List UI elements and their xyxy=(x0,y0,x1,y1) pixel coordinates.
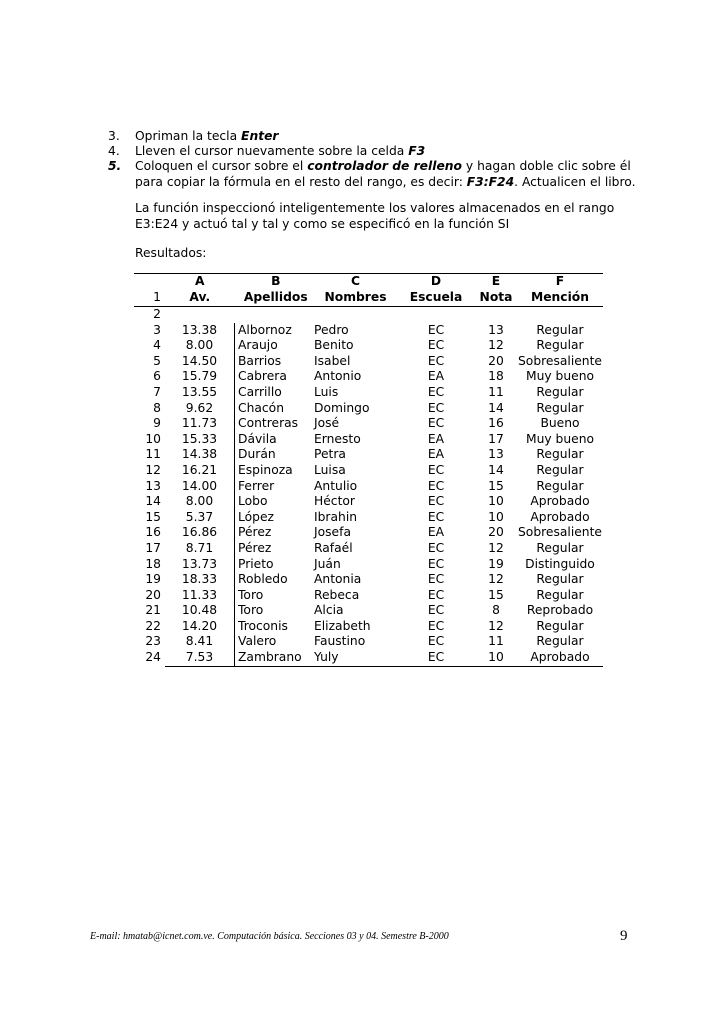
mencion-cell: Sobresaliente xyxy=(517,525,602,540)
row-number: 5 xyxy=(153,353,161,368)
mencion-cell: Distinguido xyxy=(525,556,595,571)
row-number: 22 xyxy=(145,618,161,633)
escuela-cell: EC xyxy=(427,384,445,399)
escuela-cell: EC xyxy=(427,353,445,368)
nombre-cell: Luisa xyxy=(314,462,346,477)
page-footer: E-mail: hmatab@icnet.com.ve. Computación básica. Secciones 03 y 04. Semestre B-2000 xyxy=(90,931,449,942)
nota-cell: 20 xyxy=(488,525,504,540)
av-cell: 8.71 xyxy=(185,540,214,555)
mencion-cell: Regular xyxy=(536,618,584,633)
mencion-cell: Muy bueno xyxy=(525,369,595,384)
mencion-cell: Regular xyxy=(536,462,584,477)
table-row xyxy=(134,494,603,510)
nombre-cell: Héctor xyxy=(314,494,355,509)
nombre-cell: Alcia xyxy=(314,603,344,618)
mencion-cell: Aprobado xyxy=(530,509,590,524)
nota-cell: 12 xyxy=(488,572,504,587)
apellido-cell: Carrillo xyxy=(235,385,315,401)
apellido-cell: Araujo xyxy=(235,338,315,354)
table-row xyxy=(134,463,603,479)
escuela-cell: EC xyxy=(427,634,445,649)
mencion-cell: Bueno xyxy=(540,416,580,431)
table-row xyxy=(134,557,603,573)
row-number: 1 xyxy=(134,290,165,307)
escuela-cell: EC xyxy=(427,322,445,337)
mencion-cell: Regular xyxy=(536,634,584,649)
nombre-cell: Yuly xyxy=(314,650,397,666)
header-cell: Av. xyxy=(165,290,235,307)
nota-cell: 13 xyxy=(488,447,504,462)
mencion-cell: Regular xyxy=(536,540,584,555)
mencion-cell: Regular xyxy=(536,400,584,415)
step-text-part: Lleven el cursor nuevamente sobre la celda xyxy=(135,144,409,158)
nombre-cell: Ibrahin xyxy=(314,509,358,524)
mencion-cell: Regular xyxy=(536,322,584,337)
nombre-cell: Ernesto xyxy=(314,431,361,446)
explanation-line-1: La función inspeccionó inteligentemente los valores almacenados en el rango xyxy=(135,201,615,215)
av-cell: 9.62 xyxy=(185,400,214,415)
nombre-cell: Pedro xyxy=(314,322,349,337)
apellido-cell: Zambrano xyxy=(235,650,315,666)
av-cell: 8.00 xyxy=(185,494,214,509)
escuela-cell: EC xyxy=(427,603,445,618)
table-row xyxy=(134,432,603,448)
av-cell: 11.73 xyxy=(181,416,218,431)
escuela-cell: EA xyxy=(427,447,445,462)
header-row xyxy=(134,290,603,307)
apellido-cell: Contreras xyxy=(235,416,315,432)
escuela-cell: EC xyxy=(427,400,445,415)
apellido-cell: Barrios xyxy=(235,354,315,370)
nota-cell: 19 xyxy=(488,556,504,571)
escuela-cell: EC xyxy=(427,572,445,587)
emphasis-text: controlador de relleno xyxy=(307,159,462,173)
mencion-cell: Reprobado xyxy=(526,603,594,618)
apellido-cell: Toro xyxy=(235,603,315,619)
header-cell: Apellidos xyxy=(235,290,315,307)
step-number: 5. xyxy=(108,159,122,173)
row-number: 8 xyxy=(153,400,161,415)
emphasis-text: F3:F24 xyxy=(466,175,515,189)
nota-cell: 11 xyxy=(488,384,504,399)
nombre-cell: Domingo xyxy=(314,400,370,415)
step-text xyxy=(135,158,631,174)
nota-cell: 18 xyxy=(488,369,504,384)
nota-cell: 15 xyxy=(488,478,504,493)
row-number: 13 xyxy=(145,478,161,493)
table-row xyxy=(134,603,603,619)
nota-cell: 15 xyxy=(488,587,504,602)
mencion-cell: Aprobado xyxy=(517,650,603,666)
av-cell: 14.50 xyxy=(181,353,218,368)
apellido-cell: Pérez xyxy=(235,541,315,557)
mencion-cell: Regular xyxy=(536,447,584,462)
av-cell: 8.00 xyxy=(185,338,214,353)
table-row xyxy=(134,650,603,666)
step-text-part: Coloquen el cursor sobre el xyxy=(135,159,308,173)
nota-cell: 12 xyxy=(488,618,504,633)
table-row xyxy=(134,619,603,635)
apellido-cell: Cabrera xyxy=(235,369,315,385)
table-row xyxy=(134,479,603,495)
row-number: 19 xyxy=(145,572,161,587)
av-cell: 7.53 xyxy=(165,650,235,666)
nombre-cell: Antonia xyxy=(314,572,362,587)
step-number: 4. xyxy=(108,144,120,158)
table-row xyxy=(134,572,603,588)
av-cell: 16.21 xyxy=(181,462,218,477)
apellido-cell: López xyxy=(235,510,315,526)
apellido-cell: Ferrer xyxy=(235,479,315,495)
av-cell: 10.48 xyxy=(181,603,218,618)
nota-cell: 8 xyxy=(492,603,500,618)
table-row xyxy=(134,541,603,557)
row-number: 16 xyxy=(145,525,161,540)
av-cell: 13.38 xyxy=(181,322,218,337)
table-row xyxy=(134,525,603,541)
mencion-cell: Regular xyxy=(536,572,584,587)
apellido-cell: Lobo xyxy=(235,494,315,510)
row-number: 7 xyxy=(153,384,161,399)
av-cell: 11.33 xyxy=(181,587,218,602)
escuela-cell: EC xyxy=(427,338,445,353)
escuela-cell: EC xyxy=(427,462,445,477)
row-number: 12 xyxy=(145,462,161,477)
step-text xyxy=(135,143,425,159)
av-cell: 8.41 xyxy=(185,634,214,649)
row-number: 23 xyxy=(145,634,161,649)
escuela-cell: EC xyxy=(427,540,445,555)
apellido-cell: Durán xyxy=(235,447,315,463)
nota-cell: 12 xyxy=(488,338,504,353)
table-row xyxy=(134,338,603,354)
nota-cell: 17 xyxy=(488,431,504,446)
row-number: 3 xyxy=(153,322,161,337)
mencion-cell: Muy bueno xyxy=(525,431,595,446)
nota-cell: 12 xyxy=(488,540,504,555)
table-row xyxy=(134,369,603,385)
av-cell: 5.37 xyxy=(185,509,214,524)
col-letter: B xyxy=(235,274,315,291)
row-number: 11 xyxy=(145,447,161,462)
page-number: 9 xyxy=(620,928,628,944)
row-number: 24 xyxy=(145,650,161,665)
step-text-part: y hagan doble clic sobre él xyxy=(462,159,631,173)
av-cell: 14.00 xyxy=(181,478,218,493)
table-row xyxy=(134,323,603,339)
apellido-cell: Dávila xyxy=(235,432,315,448)
escuela-cell: EC xyxy=(427,494,445,509)
escuela-cell: EC xyxy=(427,478,445,493)
apellido-cell: Chacón xyxy=(235,401,315,417)
av-cell: 16.86 xyxy=(181,525,218,540)
row-number: 20 xyxy=(145,587,161,602)
escuela-cell: EC xyxy=(397,650,475,666)
apellido-cell: Valero xyxy=(235,634,315,650)
row-number: 2 xyxy=(153,307,161,321)
emphasis-text: F3 xyxy=(408,144,426,158)
av-cell: 13.55 xyxy=(181,384,218,399)
nombre-cell: Benito xyxy=(314,338,354,353)
nombre-cell: Luis xyxy=(314,384,339,399)
col-letter: D xyxy=(397,274,475,291)
escuela-cell: EA xyxy=(427,431,445,446)
nombre-cell: Petra xyxy=(314,447,346,462)
nombre-cell: José xyxy=(314,416,340,431)
header-cell: Escuela xyxy=(397,290,475,307)
nota-cell: 10 xyxy=(475,650,517,666)
row-number: 15 xyxy=(145,509,161,524)
empty-row xyxy=(134,307,603,323)
mencion-cell: Sobresaliente xyxy=(517,353,602,368)
table-row xyxy=(134,401,603,417)
nombre-cell: Elizabeth xyxy=(314,618,371,633)
column-letters-row xyxy=(134,274,603,291)
col-letter: A xyxy=(165,274,235,291)
step-text-part: para copiar la fórmula en el resto del rango, es decir: xyxy=(135,175,467,189)
table-row xyxy=(134,588,603,604)
apellido-cell: Prieto xyxy=(235,557,315,573)
table-row xyxy=(134,354,603,370)
av-cell: 15.79 xyxy=(181,369,218,384)
nombre-cell: Isabel xyxy=(314,353,351,368)
mencion-cell: Aprobado xyxy=(530,494,590,509)
step-text-part: . Actualicen el libro. xyxy=(514,175,636,189)
apellido-cell: Troconis xyxy=(235,619,315,635)
header-cell: Nota xyxy=(475,290,517,307)
mencion-cell: Regular xyxy=(536,384,584,399)
escuela-cell: EA xyxy=(427,525,445,540)
nombre-cell: Antulio xyxy=(314,478,358,493)
results-label: Resultados: xyxy=(135,246,207,260)
table-row xyxy=(134,447,603,463)
table-row xyxy=(134,634,603,650)
row-number: 10 xyxy=(145,431,161,446)
step-number: 3. xyxy=(108,129,120,143)
nombre-cell: Rebeca xyxy=(314,587,360,602)
escuela-cell: EC xyxy=(427,587,445,602)
apellido-cell: Robledo xyxy=(235,572,315,588)
mencion-cell: Regular xyxy=(536,478,584,493)
nota-cell: 10 xyxy=(488,509,504,524)
nota-cell: 14 xyxy=(488,400,504,415)
nombre-cell: Faustino xyxy=(314,634,366,649)
nota-cell: 20 xyxy=(488,353,504,368)
nota-cell: 16 xyxy=(488,416,504,431)
escuela-cell: EC xyxy=(427,556,445,571)
av-cell: 13.73 xyxy=(181,556,218,571)
header-cell: Nombres xyxy=(314,290,397,307)
av-cell: 14.20 xyxy=(181,618,218,633)
results-table xyxy=(134,273,603,667)
nota-cell: 11 xyxy=(488,634,504,649)
escuela-cell: EC xyxy=(427,618,445,633)
emphasis-text: Enter xyxy=(241,129,279,143)
step-text-part: Opriman la tecla xyxy=(135,129,242,143)
step-text xyxy=(135,174,635,190)
apellido-cell: Albornoz xyxy=(235,323,315,339)
row-number: 6 xyxy=(153,369,161,384)
av-cell: 14.38 xyxy=(181,447,218,462)
row-number: 9 xyxy=(153,416,161,431)
row-number: 18 xyxy=(145,556,161,571)
nota-cell: 13 xyxy=(488,322,504,337)
nombre-cell: Juán xyxy=(314,556,341,571)
nombre-cell: Rafaél xyxy=(314,540,353,555)
av-cell: 18.33 xyxy=(181,572,218,587)
col-letter: F xyxy=(517,274,603,291)
nota-cell: 10 xyxy=(488,494,504,509)
table-row xyxy=(134,510,603,526)
col-letter: C xyxy=(314,274,397,291)
av-cell: 15.33 xyxy=(181,431,218,446)
row-number: 21 xyxy=(145,603,161,618)
step-text xyxy=(135,128,278,144)
table-row xyxy=(134,416,603,432)
apellido-cell: Pérez xyxy=(235,525,315,541)
explanation-line-2: E3:E24 y actuó tal y tal y como se especificó en la función SI xyxy=(135,217,510,231)
apellido-cell: Toro xyxy=(235,588,315,604)
col-letter: E xyxy=(475,274,517,291)
header-cell: Mención xyxy=(517,290,603,307)
nombre-cell: Josefa xyxy=(314,525,351,540)
nombre-cell: Antonio xyxy=(314,369,362,384)
nota-cell: 14 xyxy=(488,462,504,477)
row-number: 4 xyxy=(153,338,161,353)
escuela-cell: EC xyxy=(427,416,445,431)
table-row xyxy=(134,385,603,401)
mencion-cell: Regular xyxy=(536,587,584,602)
row-number: 14 xyxy=(145,494,161,509)
escuela-cell: EC xyxy=(427,509,445,524)
escuela-cell: EA xyxy=(427,369,445,384)
mencion-cell: Regular xyxy=(536,338,584,353)
row-number: 17 xyxy=(145,540,161,555)
apellido-cell: Espinoza xyxy=(235,463,315,479)
